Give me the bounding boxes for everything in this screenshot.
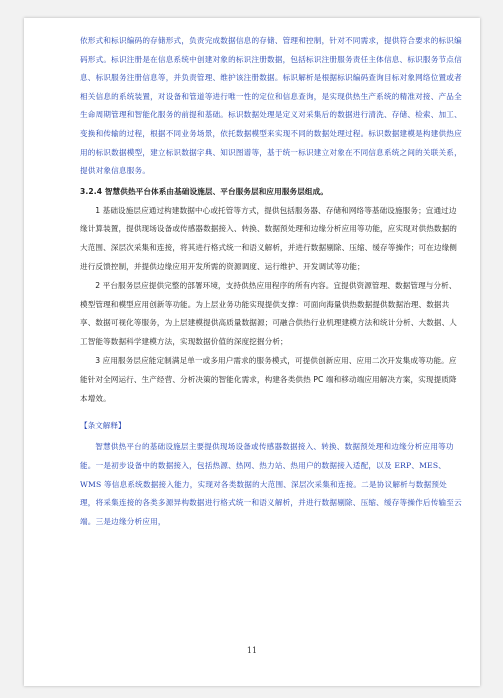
paragraph-2: 2 平台服务层应提供完整的部署环境，支持供热应用程序的所有内容。宜提供资源管理、数据管理与分析、模型管理和模型应用创新等功能。为上层业务功能实现提供支撑：可面向海量供热数据提供数据治理、数据共享、数据可视化等服务，为上层建模提供高质量数据源；可融合供热行业机理建模方法和统计分析、大数据、人工智能等数据科学建模方法，实现数据价值的深度挖掘分析； <box>80 280 457 347</box>
paragraph-1: 1 基础设施层应通过构建数据中心或托管等方式，提供包括服务器、存储和网络等基础设施服务；宜通过边缘计算装置，提供现场设备或传感器数据接入、转换、数据预处理和边缘分析应用等功能，应实现对供热数据的大范围、深层次采集和连接，将其进行格式统一和语义解析，并进行数据剔除、压缩、缓存等操作；可在边缘侧进行反馈控制，并提供边缘应用开发所需的资源调度、运行维护、开发调试等功能； <box>80 205 457 271</box>
document-page <box>24 18 480 686</box>
explanation-label: 【条文解释】 <box>80 421 126 431</box>
page-number: 11 <box>246 646 258 655</box>
section-heading: 3.2.4 智慧供热平台体系由基础设施层、平台服务层和应用服务层组成。 <box>80 186 328 196</box>
paragraph-3: 3 应用服务层应能定制满足单一或多用户需求的服务模式，可提供创新应用、应用二次开发集成等功能。应能针对全网运行、生产经营、分析决策的智能化需求，构建各类供热 PC 端和移动端应用解决方案，实现提质降本增效。 <box>80 355 457 403</box>
explanation-paragraph: 智慧供热平台的基础设施层主要提供现场设备或传感器数据接入、转换、数据预处理和边缘分析应用等功能。一是初步设备中的数据接入，包括热源、热网、热力站、热用户的数据接入适配，以及 ERP、MES、WMS 等信息系统数据接入能力，实现对各类数据的大范围、深层次采集和连接。二是协议解析与数据预处理，将采集连接的各类多源异构数据进行格式统一和语义解析，并进行数据剔除、压缩、缓存等操作后传输至云端。三是边缘分析应用， <box>80 442 462 526</box>
intro-paragraph: 依形式和标识编码的存储形式，负责完成数据信息的存储、管理和控制，针对不同需求，提供符合要求的标识编码形式。标识注册是在信息系统中创建对象的标识注册数据，包括标识注册服务责任主体信息、标识服务节点信息、标识服务注册信息等，并负责管理、维护该注册数据。标识解析是根据标识编码查询目标对象网络位置或者相关信息的系统装置，对设备和管道等进行唯一性的定位和信息查询，是实现供热生产系统的精准对接、产品全生命周期管理和智能化服务的前提和基础。标识数据处理是定义对采集后的数据进行清洗、存储、检索、加工、变换和传输的过程，根据不同业务场景，依托数据模型来实现不同的数据处理过程。标识数据建模是构建供热应用的标识数据模型，建立标识数据字典、知识图谱等，基于统一标识建立对象在不同信息系统之间的关联关系，提供对象信息服务。 <box>80 36 462 176</box>
page-content <box>80 32 462 531</box>
